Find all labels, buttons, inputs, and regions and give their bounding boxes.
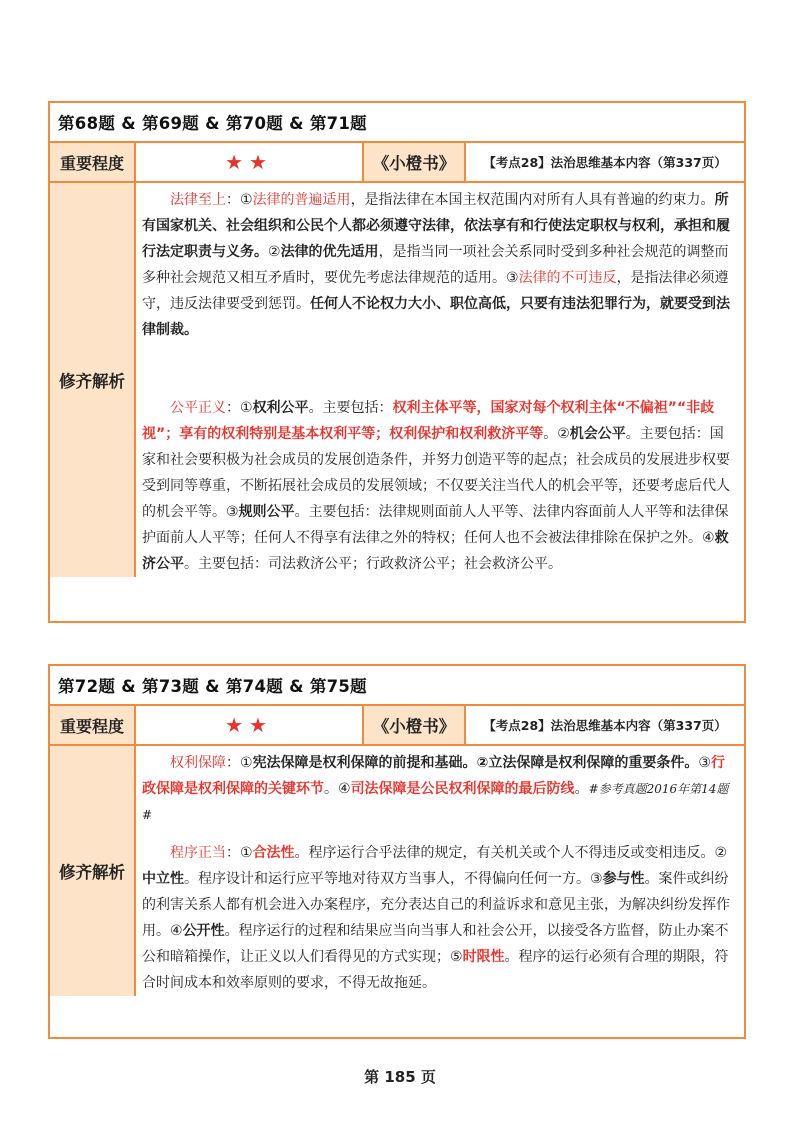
exam-point: 【考点28】法治思维基本内容（第337页） xyxy=(483,718,727,733)
paragraph-rights-protection: 权利保障：①宪法保障是权利保障的前提和基础。②立法保障是权利保障的重要条件。③行政保障是权利保障的关键环节。④司法保障是公民权利保障的最后防线。#参考真题2016年第14题# xyxy=(142,755,729,822)
analysis-label: 修齐解析 xyxy=(50,183,136,577)
card-title-row xyxy=(50,103,744,143)
book-label: 《小橙书》 xyxy=(364,706,466,744)
card-title-row xyxy=(50,666,744,706)
importance-stars: ★★ xyxy=(136,706,364,744)
card-title: 第72题 & 第73题 & 第74题 & 第75题 xyxy=(58,677,367,696)
paragraph-rule-of-law: 法律至上：①法律的普遍适用，是指法律在本国主权范围内对所有人具有普遍的约束力。所有国家机关、社会组织和公民个人都必须遵守法律，依法享有和行使法定职权与权利，承担和履行法定职责与义务。②法律的优先适用，是指当同一项社会关系同时受到多种社会规范的调整而多种社会规范又相互矛盾时，要优先考虑法律规范的适用。③法律的不可违反，是指法律必须遵守，违反法律要受到惩罚。任何人不论权力大小、职位高低，只要有违法犯罪行为，就要受到法律制裁。 xyxy=(142,192,730,338)
card-title: 第68题 & 第69题 & 第70题 & 第71题 xyxy=(58,114,367,133)
paragraph-due-process: 程序正当：①合法性。程序运行合乎法律的规定，有关机关或个人不得违反或变相违反。②中立性。程序设计和运行应平等地对待双方当事人，不得偏向任何一方。③参与性。案件或纠纷的利害关系人都有机会进入办案程序，充分表达自己的利益诉求和意见主张，为解决纠纷发挥作用。④公开性。程序运行的过程和结果应当向当事人和社会公开，以接受各方监督，防止办案不公和暗箱操作，让正义以人们看得见的方式实现；⑤时限性。程序的运行必须有合理的期限，符合时间成本和效率原则的要求，不得无故拖延。 xyxy=(142,845,730,991)
reference-note: #参考真题2016年第14题# xyxy=(142,782,729,822)
importance-label: 重要程度 xyxy=(50,706,136,744)
analysis-row xyxy=(50,183,744,577)
book-label: 《小橙书》 xyxy=(364,143,466,181)
question-card-1 xyxy=(48,101,746,623)
exam-point: 【考点28】法治思维基本内容（第337页） xyxy=(483,155,727,170)
analysis-label: 修齐解析 xyxy=(50,746,136,996)
analysis-content xyxy=(136,746,744,996)
analysis-content xyxy=(136,183,744,577)
meta-row xyxy=(50,706,744,746)
importance-label: 重要程度 xyxy=(50,143,136,181)
page-number: 第 185 页 xyxy=(364,1068,436,1086)
meta-row xyxy=(50,143,744,183)
paragraph-fairness-justice: 公平正义：①权利公平。主要包括：权利主体平等，国家对每个权利主体“不偏袒”“非歧视”；享有的权利特别是基本权利平等；权利保护和权利救济平等。②机会公平。主要包括：国家和社会要积极为社会成员的发展创造条件，并努力创造平等的起点；社会成员的发展进步权要受到同等尊重，不断拓展社会成员的发展领域；不仅要关注当代人的机会平等，还要考虑后代人的机会平等。③规则公平。主要包括：法律规则面前人人平等、法律内容面前人人平等和法律保护面前人人平等；任何人不得享有法律之外的特权；任何人也不会被法律排除在保护之外。④救济公平。主要包括：司法救济公平；行政救济公平；社会救济公平。 xyxy=(142,400,730,572)
question-card-2 xyxy=(48,664,746,1039)
analysis-row xyxy=(50,746,744,996)
importance-stars: ★★ xyxy=(136,143,364,181)
